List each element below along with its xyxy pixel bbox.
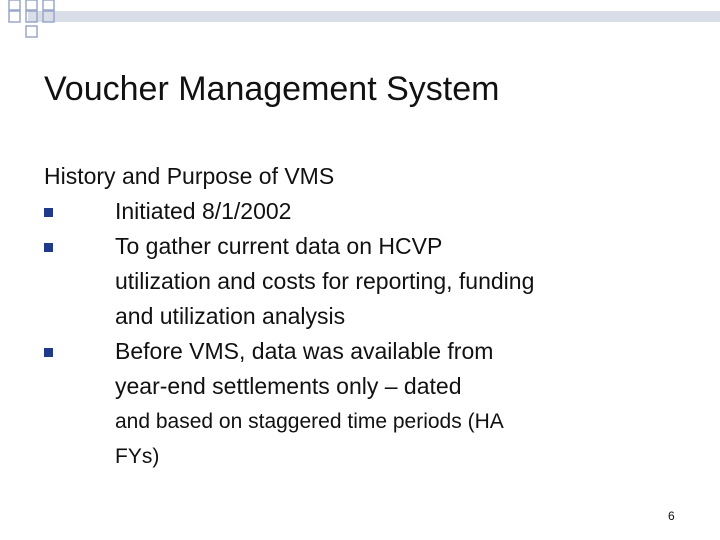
bullet-marker-icon xyxy=(44,348,53,357)
bullet-item xyxy=(44,194,684,229)
bullet-marker-icon xyxy=(44,243,53,252)
intro-heading: History and Purpose of VMS xyxy=(44,163,335,189)
bullet-line: and based on staggered time periods (HA xyxy=(115,410,504,433)
page-number: 6 xyxy=(668,509,675,523)
slide-title: Voucher Management System xyxy=(44,70,500,108)
slide-body xyxy=(44,159,684,474)
bullet-item xyxy=(44,334,684,474)
bullet-item xyxy=(44,229,684,334)
decorative-header-squares xyxy=(0,0,720,44)
bullet-line: utilization and costs for reporting, funding xyxy=(115,268,535,294)
bullet-line: FYs) xyxy=(115,445,160,468)
bullet-line: and utilization analysis xyxy=(115,303,346,329)
bullet-line: To gather current data on HCVP xyxy=(115,233,443,259)
bullet-marker-icon xyxy=(44,208,53,217)
bullet-line: Initiated 8/1/2002 xyxy=(115,198,292,224)
bullet-line: Before VMS, data was available from xyxy=(115,338,494,364)
bullet-line: year-end settlements only – dated xyxy=(115,373,462,399)
